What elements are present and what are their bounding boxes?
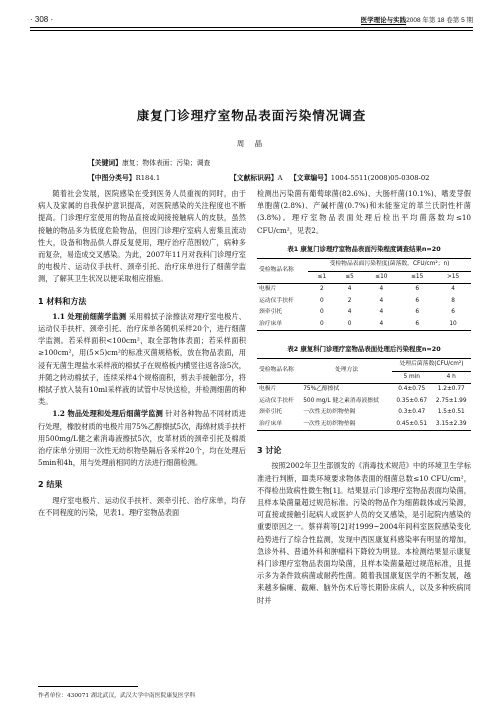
table-1-col-header: 受检物品名称 (257, 259, 308, 284)
table-1-sub-header: ≤1 (317, 273, 327, 280)
table-cell: 4 (451, 286, 455, 293)
table-cell: 0.4±0.75 (398, 386, 426, 393)
keywords-label: 【关键词】 (88, 159, 122, 167)
table-cell: 6 (415, 320, 420, 327)
table-1 (257, 258, 471, 331)
table-2-sub-header: 4 h (446, 373, 456, 380)
table-row (257, 384, 471, 396)
table-1-group-header: 受检物品表面污染程度(菌落数，CFU/cm²；n) (308, 259, 471, 272)
keywords (88, 157, 210, 167)
classification (88, 172, 160, 182)
table-row (257, 296, 471, 308)
header-rule-thin (30, 30, 473, 31)
table-2 (257, 358, 471, 431)
article-title: 康复门诊理疗室物品表面污染情况调查 (136, 108, 367, 123)
section-1-1-text: 采用棉拭子涂擦法对理疗室电极片、运动仪手扶杆、颈牵引托、治疗床单各随机采样20个，进行细菌学监测。若采样面积<100cm²，取全部物体表面；若采样面积≥100cm²，用(5×5)cm²的标准灭菌规格板，放在物品表面，用浸有无菌生理盐水采样液的棉拭子在规格板内横竖往返各涂5次，并随之转动棉拭子，连续采样4个规格面积，剪去手接触部分，将棉拭子放入装有10ml采样液的试管中尽快送检，并检测细菌的种类。 (38, 311, 246, 407)
table-cell: 75%乙醇擦拭 (303, 386, 340, 393)
table-2-group-header: 处理后菌落数(CFU/cm²) (392, 359, 471, 372)
table-cell: 6 (451, 309, 455, 316)
left-column (38, 188, 246, 519)
intro-paragraph: 随着社会发展，医院感染在受到医务人员重视的同时，由于病人及家属的自我保护意识提高，对医院感染的关注程度也不断提高。门诊理疗室使用的物品直接或间接接触病人的皮肤，虽然接触的物品多为低度危险物品，但因门诊理疗室病人密集且流动性大，设备和物品供人群反复使用，理疗治疗范围较广，病种多而复杂，易造成交叉感染。为此，2007年11月对我科门诊理疗室的电极片、运动仪手扶杆、颈牵引托、治疗床单进行了细菌学监测，了解其卫生状况以便采取相应措施。 (38, 189, 246, 284)
table-cell: 2.75±1.99 (435, 397, 467, 404)
class-number: R184.1 (135, 174, 161, 182)
table-1-title: 表1 康复门诊理疗室物品表面污染程度调查结果n=20 (287, 244, 441, 253)
table-row (257, 307, 471, 319)
table-cell: 6 (415, 286, 420, 293)
doc-code: A (277, 174, 283, 182)
doc-label: 【文献标识码】 (230, 174, 278, 182)
section-2-heading: 2 结果 (38, 480, 63, 490)
section-1-1-title: 1.1 处理前细菌学监测 (52, 311, 127, 321)
table-cell: 1.5±0.51 (437, 409, 465, 416)
section-1-2 (38, 408, 246, 469)
table-cell: 运动仪手扶杆 (259, 397, 294, 404)
table-row (257, 396, 471, 408)
table-row (257, 407, 471, 419)
table-cell: 2 (347, 297, 352, 304)
section-1-2-title: 1.2 物品处理和处理后细菌学监测 (52, 409, 163, 419)
table-cell: 4 (347, 286, 352, 293)
table-cell: 0 (320, 309, 324, 316)
author-affiliation: 作者单位：430071 湖北武汉，武汉大学中南医院康复医学科 (38, 693, 196, 699)
table-cell: 颈牵引托 (259, 309, 283, 316)
table-cell: 500 mg/L 健之素消毒液擦拭 (303, 397, 379, 404)
page-number: · 308 · (30, 15, 54, 24)
table-cell: 4 (379, 320, 384, 327)
table-cell: 10 (449, 320, 457, 327)
table-2-title: 表2 康复科门诊理疗室物品表面处理后污染程度n=20 (287, 345, 441, 354)
article-number (290, 172, 429, 182)
table-cell: 4 (347, 309, 352, 316)
keywords-text: 康复；物体表面；污染；调查 (121, 159, 211, 167)
table-2-col-header: 受检物品名称 (257, 359, 301, 384)
table-cell: 0 (320, 297, 324, 304)
footnote-rule (38, 686, 138, 687)
table-cell: 0 (320, 320, 324, 327)
table-cell: 电极片 (259, 386, 277, 393)
article-number-text: 1004-5511(2008)05-0308-02 (330, 174, 430, 182)
table-cell: 电极片 (259, 286, 277, 293)
article-author: 周 晶 (236, 139, 267, 148)
table-cell: 6 (415, 309, 420, 316)
table-cell: 3.15±2.39 (435, 420, 467, 427)
document-code (230, 172, 283, 182)
table-cell: 运动仪手扶杆 (259, 297, 294, 304)
table-2-sub-header: 5 min (403, 373, 420, 380)
section-3-heading: 3 讨论 (257, 446, 282, 456)
journal-brand: 医学理论与实践 (360, 17, 407, 24)
table-1-sub-header: ≤15 (411, 273, 424, 280)
table-cell: 治疗床单 (259, 320, 283, 327)
table-cell: 一次性无纺织物垫隔 (303, 409, 356, 416)
table-1-sub-header: ≤10 (375, 273, 388, 280)
table-cell: 4 (379, 309, 384, 316)
table-cell: 2 (320, 286, 324, 293)
article-label: 【文章编号】 (290, 174, 331, 182)
journal-header (361, 15, 473, 24)
table-cell: 0.45±0.51 (396, 420, 428, 427)
table-cell: 4 (379, 297, 384, 304)
section-1-heading: 1 材料和方法 (38, 296, 87, 306)
table-cell: 8 (451, 297, 455, 304)
table-row (257, 319, 471, 331)
header-rule (30, 27, 473, 28)
table-cell: 一次性无纺织物垫隔 (303, 420, 356, 427)
table-cell: 4 (379, 286, 384, 293)
section-2-text: 理疗室电极片、运动仪手扶杆、颈牵引托、治疗床单，均存在不同程度的污染，见表1。理疗室物品表面 (38, 495, 246, 517)
table-1-sub-header: ≤5 (345, 273, 354, 280)
table-2-col-header: 处理方法 (301, 359, 392, 384)
section-3-text: 按照2002年卫生部颁发的《消毒技术规范》中的环境卫生学标准进行判断，Ⅲ类环境要求物体表面的细菌总数≤10 CFU/cm²，不得检出致病性微生物[1]。结果显示门诊理疗室物品表面均染菌，且样本染菌量超过规范标准。污染的物品作为细菌载体或污染源，可直接或接触引起病人或医护人员的交叉感染，是引起院内感染的重要原因之一。蔡祥莉等[2]对1999~2004年间科室医院感染变化趋势进行了综合性监测，发现中西医康复科感染率有明显的增加，急诊外科、普通外科和肿瘤科下降较为明显。本检测结果显示康复科门诊理疗室物品表面均染菌，且样本染菌量超过规范标准，且提示多为条件致病菌或耐药性菌。随着我国康复医学的不断发展，越来越多偏瘫、截瘫、脑外伤术后等长期卧床病人，以及多种疾病同时并 (257, 461, 471, 605)
table-row (257, 419, 471, 431)
table-cell: 0 (347, 320, 352, 327)
table-cell: 6 (415, 297, 420, 304)
class-label: 【中图分类号】 (88, 174, 136, 182)
table-1-sub-header: >15 (446, 273, 460, 280)
table-cell: 1.2±0.77 (437, 386, 465, 393)
table-cell: 治疗床单 (259, 420, 283, 427)
journal-issue: 2008 年第 18 卷第 5 期 (406, 17, 473, 24)
section-1-2-text: 针对各种物品不同材质进行处理，橡胶材质的电极片用75%乙醇擦拭5次，海绵材质手扶杆用500mg/L健之素消毒液擦拭5次，皮革材质的颈牵引托及棉质治疗床单分别用一次性无纺织物垫隔后各采样20个，均在处理后5min和4h，用与处理前相同的方法进行细菌检测。 (38, 409, 246, 468)
table-cell: 0.35±0.67 (396, 397, 428, 404)
table-cell: 0.3±0.47 (398, 409, 426, 416)
results-continued: 检测出污染菌有葡萄球菌(82.6%)、大肠杆菌(10.1%)、嗜麦芽假单胞菌(2.8%)、产碱杆菌(0.7%)和未能鉴定的革兰氏阴性杆菌(3.8%)。理疗室物品表面处理后检出平均菌落数均≤10 CFU/cm²，见表2。 (257, 189, 471, 235)
table-cell: 颈牵引托 (259, 409, 283, 416)
right-column (257, 188, 471, 607)
section-1-1 (38, 311, 246, 409)
table-row (257, 284, 471, 296)
